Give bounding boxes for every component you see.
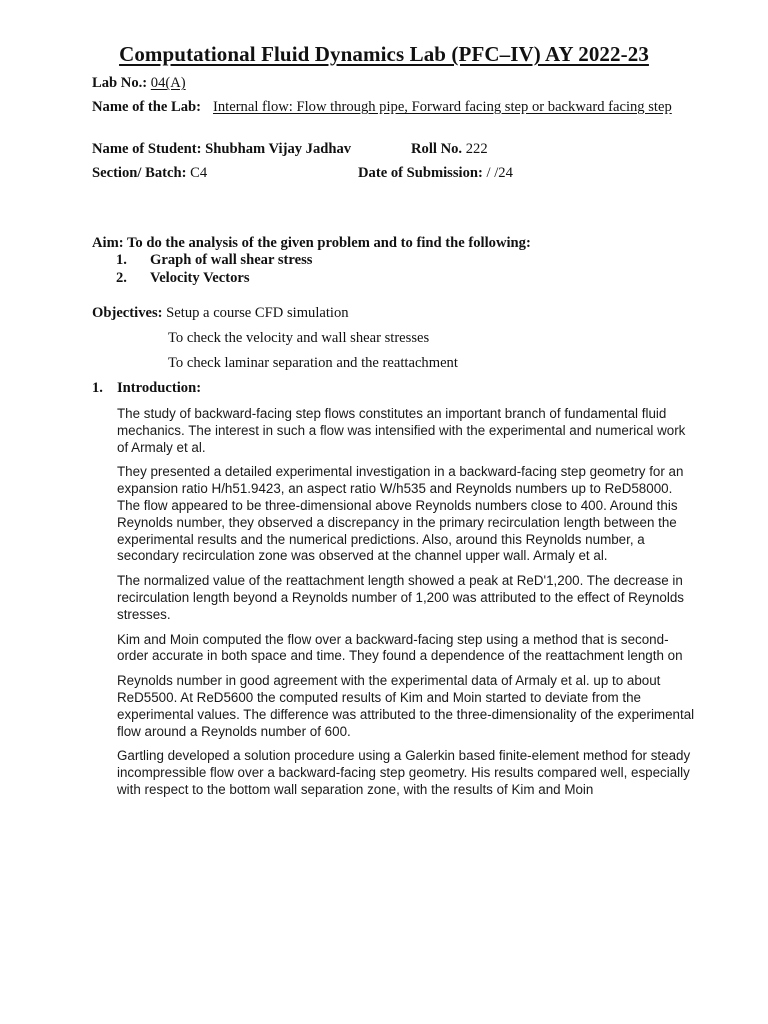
submission-date-value: / /24 <box>486 165 513 181</box>
student-name-row <box>92 140 351 158</box>
section-value: C4 <box>190 165 208 181</box>
paragraph: They presented a detailed experimental investigation in a backward-facing step geometry for an expansion ratio H/h51.9423, an aspect ratio W/h535 and Reynolds numbers up to ReD58000. The flow appeared to be three-dimensional above Reynolds numbers close to 400. Around this Reynolds number, they observed a discrepancy in the primary recirculation length between the experimental results and the numerical predictions. Also, around this Reynolds number, a secondary recirculation zone was observed at the channel upper wall. Armaly et al. <box>117 464 684 564</box>
lab-no-label: Lab No.: <box>92 75 148 91</box>
paragraph: Gartling developed a solution procedure using a Galerkin based finite-element method for steady incompressible flow over a backward-facing step geometry. His results compared well, especially with respect to the bottom wall separation zone, with the results of Kim and Moin <box>117 748 691 797</box>
roll-no-label: Roll No. <box>411 141 463 157</box>
introduction-number: 1. <box>92 380 103 396</box>
introduction-body <box>117 406 697 807</box>
objectives-label: Objectives: <box>92 305 163 321</box>
aim-heading: Aim: To do the analysis of the given problem and to find the following: <box>92 235 531 251</box>
objective-line: To check laminar separation and the reattachment <box>168 355 458 371</box>
section-row <box>92 164 207 182</box>
submission-date-row <box>358 164 513 182</box>
section-label: Section/ Batch: <box>92 165 187 181</box>
roll-no-value: 222 <box>465 141 488 157</box>
introduction-heading <box>92 379 201 397</box>
objective-line: To check the velocity and wall shear stresses <box>168 330 430 346</box>
paragraph: The normalized value of the reattachment length showed a peak at ReD'1,200. The decrease in recirculation length beyond a Reynolds number of 1,200 was attributed to the effect of Reynolds stresses. <box>117 573 684 622</box>
roll-no-row <box>411 140 488 158</box>
student-name-label: Name of Student: <box>92 141 202 157</box>
lab-name-value: Internal flow: Flow through pipe, Forward facing step or backward facing step <box>213 99 672 115</box>
objective-line: Setup a course CFD simulation <box>166 305 349 321</box>
paragraph: Kim and Moin computed the flow over a backward-facing step using a method that is second-order accurate in both space and time. They found a dependence of the reattachment length on <box>117 631 683 664</box>
submission-date-label: Date of Submission: <box>358 165 483 181</box>
aim-list <box>116 251 312 287</box>
aim-item-number: 1. <box>116 252 127 268</box>
introduction-title: Introduction: <box>117 380 202 396</box>
aim-item <box>116 251 312 269</box>
paragraph: The study of backward-facing step flows constitutes an important branch of fundamental fluid mechanics. The interest in such a flow was intensified with the experimental and numerical work of Armaly et al. <box>117 406 686 455</box>
student-name-value: Shubham Vijay Jadhav <box>205 141 352 157</box>
lab-name-label: Name of the Lab: <box>92 99 202 115</box>
objectives-row <box>92 304 349 322</box>
paragraph: Reynolds number in good agreement with the experimental data of Armaly et al. up to about ReD5500. At ReD5600 the computed results of Kim and Moin started to deviate from the experimental values. The difference was attributed to the three-dimensionality of the experimental flow around a Reynolds number of 600. <box>117 673 695 739</box>
aim-item <box>116 269 312 287</box>
document-title: Computational Fluid Dynamics Lab (PFC–IV) AY 2022-23 <box>119 42 649 66</box>
lab-no-row <box>92 74 186 92</box>
aim-item-number: 2. <box>116 270 127 286</box>
lab-no-value: 04(A) <box>150 75 186 91</box>
aim-item-text: Graph of wall shear stress <box>150 252 313 268</box>
aim-item-text: Velocity Vectors <box>150 270 250 286</box>
